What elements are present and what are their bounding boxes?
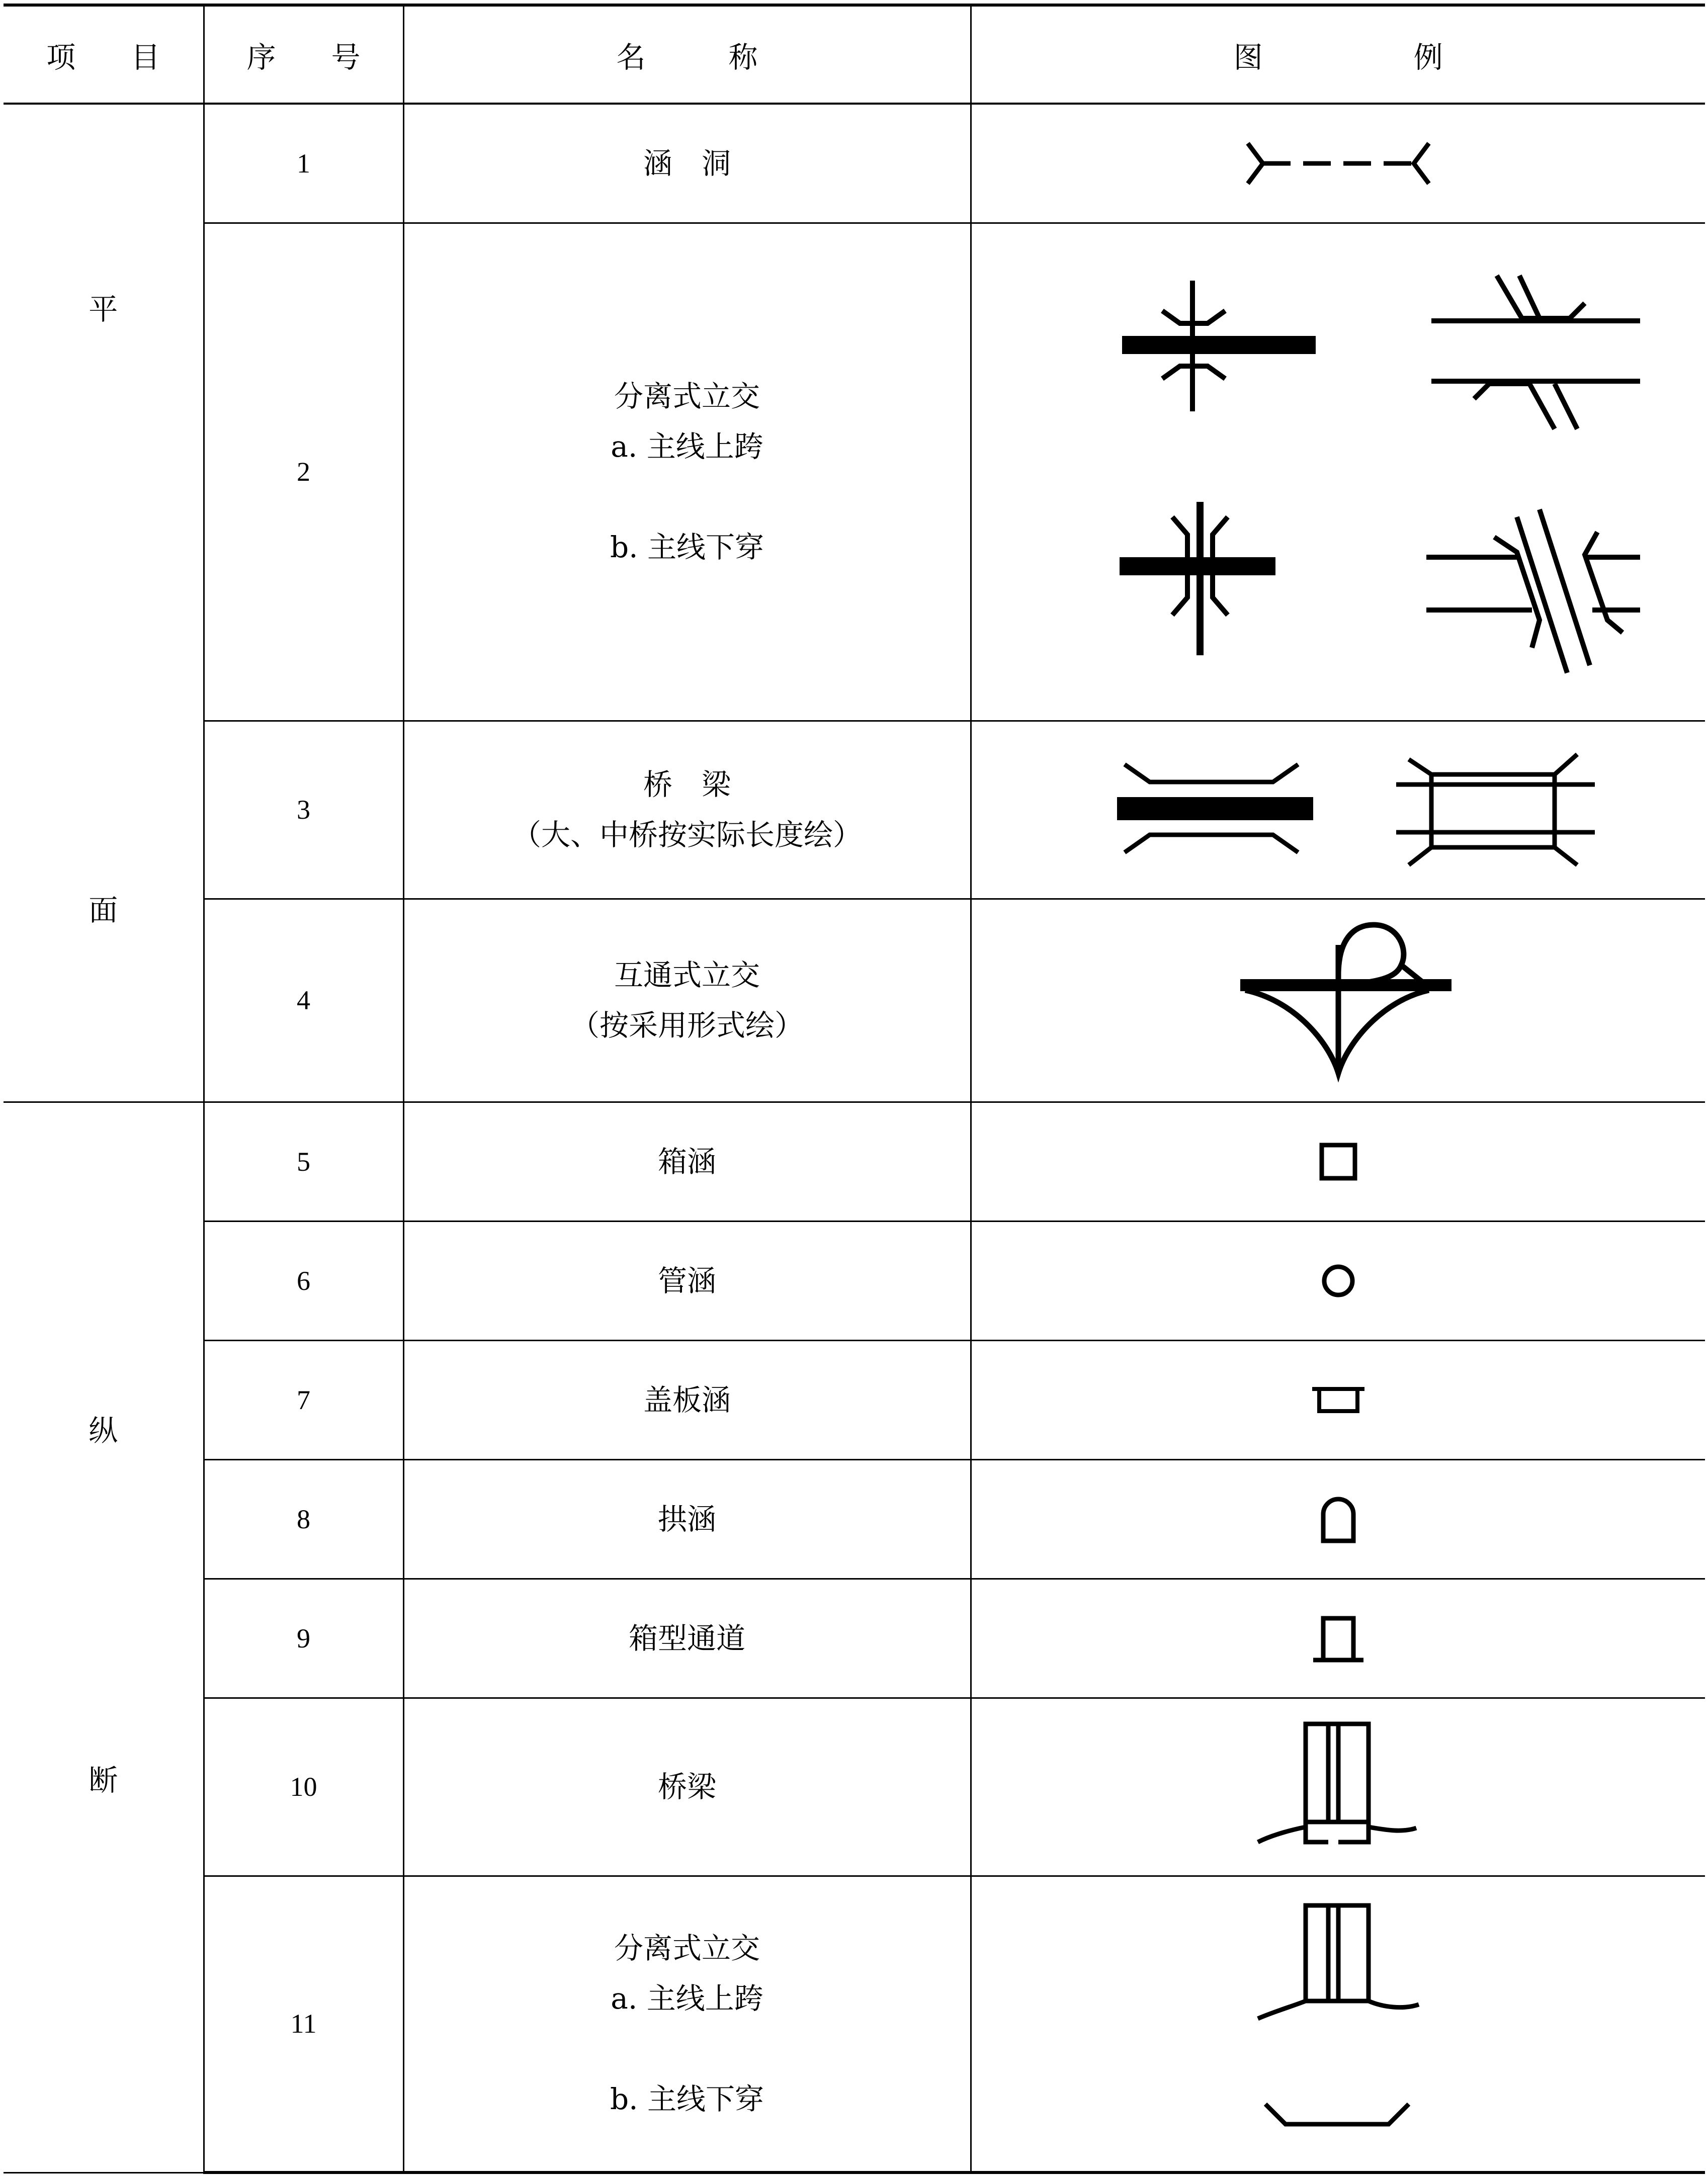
header-name-char-1: 名 — [616, 40, 646, 74]
name-line: a. 主线上跨 — [611, 429, 763, 464]
table-row — [4, 1340, 1705, 1459]
name-line: 箱涵 — [657, 1144, 716, 1179]
table-row — [4, 1698, 1705, 1876]
row-number: 4 — [204, 899, 403, 1102]
group-plan-char-2: 面 — [89, 893, 118, 927]
pipe-culvert-icon — [1316, 1258, 1361, 1303]
group-plan-cell — [4, 104, 204, 1102]
legend-cell — [971, 1221, 1705, 1340]
name-line: 拱涵 — [657, 1502, 716, 1536]
name-line: 分离式立交 — [614, 1931, 760, 1966]
legend-cell — [971, 1340, 1705, 1459]
header-item — [4, 5, 204, 104]
box-culvert-icon — [1316, 1139, 1361, 1184]
name-line: 涵 洞 — [643, 146, 731, 181]
table-row — [4, 721, 1705, 899]
legend-cell — [971, 1102, 1705, 1221]
row-name — [403, 1221, 971, 1340]
header-name — [403, 5, 971, 104]
table-row — [4, 104, 1705, 223]
header-no-char-2: 号 — [331, 40, 361, 74]
row-name — [403, 1340, 971, 1459]
separated-interchange-plan-icon — [1037, 245, 1640, 698]
name-line: a. 主线上跨 — [611, 1981, 763, 2016]
header-item-char-2: 目 — [131, 40, 160, 74]
table-row — [4, 1579, 1705, 1698]
legend-cell — [971, 721, 1705, 899]
interchange-plan-icon — [1218, 910, 1459, 1091]
group-plan-char-1: 平 — [89, 292, 118, 326]
legend-cell — [971, 1579, 1705, 1698]
header-legend-char-1: 图 — [1233, 40, 1263, 74]
row-number: 2 — [204, 223, 403, 721]
legend-cell — [971, 1698, 1705, 1876]
header-no — [204, 5, 403, 104]
name-line: 箱型通道 — [628, 1621, 745, 1656]
table-row — [4, 1459, 1705, 1579]
table-row — [4, 1876, 1705, 2172]
row-name — [403, 1579, 971, 1698]
name-line: 桥梁 — [657, 1770, 716, 1804]
row-number: 5 — [204, 1102, 403, 1221]
row-name — [403, 899, 971, 1102]
legend-cell — [971, 1459, 1705, 1579]
group-profile-cell — [4, 1102, 204, 2172]
group-profile-char-1: 纵 — [89, 1413, 118, 1448]
row-name — [403, 1876, 971, 2172]
row-name — [403, 1459, 971, 1579]
header-name-char-2: 称 — [728, 40, 758, 74]
row-number: 1 — [204, 104, 403, 223]
table-row — [4, 1221, 1705, 1340]
legend-cell — [971, 104, 1705, 223]
legend-cell — [971, 1876, 1705, 2172]
row-name — [403, 104, 971, 223]
separated-interchange-profile-icon — [1253, 1893, 1424, 2154]
row-name — [403, 223, 971, 721]
group-profile-char-2: 断 — [89, 1763, 118, 1797]
table-row — [4, 1102, 1705, 1221]
row-number: 9 — [204, 1579, 403, 1698]
name-line: （大、中桥按实际长度绘） — [511, 818, 862, 852]
header-no-char-1: 序 — [246, 40, 276, 74]
row-name — [403, 1698, 971, 1876]
name-line: 分离式立交 — [614, 379, 760, 413]
name-line: 桥 梁 — [643, 767, 731, 802]
name-line: 互通式立交 — [614, 958, 760, 992]
row-number: 11 — [204, 1876, 403, 2172]
header-row — [4, 5, 1705, 104]
name-line: 管涵 — [657, 1263, 716, 1298]
header-item-char-1: 项 — [46, 40, 76, 74]
bridge-profile-icon — [1253, 1716, 1424, 1857]
name-line: （按采用形式绘） — [570, 1008, 804, 1042]
header-legend — [971, 5, 1705, 104]
name-line: 盖板涵 — [643, 1382, 731, 1417]
name-line: b. 主线下穿 — [610, 2082, 764, 2117]
name-line: b. 主线下穿 — [610, 530, 764, 564]
legend-cell — [971, 223, 1705, 721]
row-name — [403, 721, 971, 899]
box-passage-icon — [1311, 1611, 1366, 1666]
road-symbol-legend-table — [4, 4, 1705, 2174]
arch-culvert-icon — [1316, 1492, 1361, 1547]
slab-culvert-icon — [1308, 1380, 1369, 1420]
row-number: 3 — [204, 721, 403, 899]
table-row — [4, 223, 1705, 721]
row-name — [403, 1102, 971, 1221]
culvert-plan-icon — [1233, 136, 1444, 191]
legend-cell — [971, 899, 1705, 1102]
row-number: 10 — [204, 1698, 403, 1876]
row-number: 6 — [204, 1221, 403, 1340]
bridge-plan-icon — [1037, 734, 1640, 885]
row-number: 8 — [204, 1459, 403, 1579]
header-legend-char-2: 例 — [1413, 40, 1443, 74]
table-row — [4, 899, 1705, 1102]
row-number: 7 — [204, 1340, 403, 1459]
